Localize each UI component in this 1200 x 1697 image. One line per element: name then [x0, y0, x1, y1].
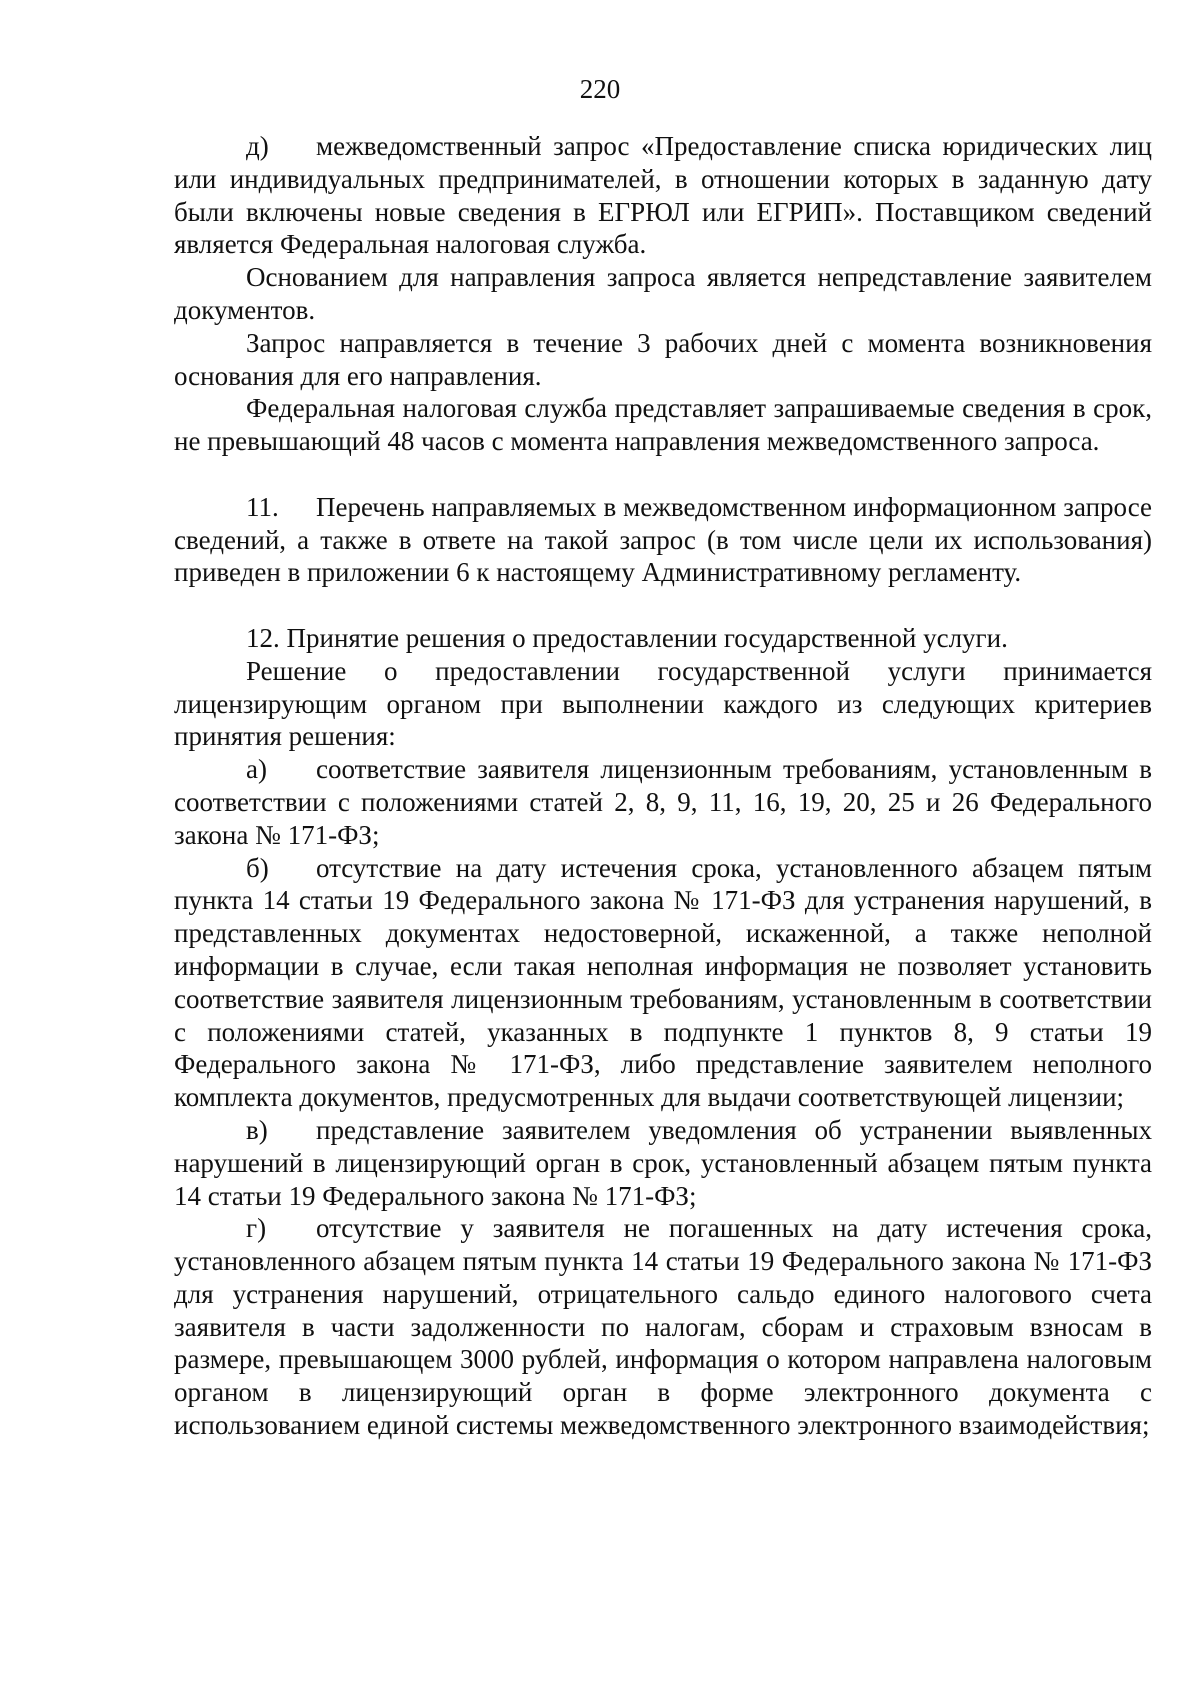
list-marker: б) — [246, 852, 269, 883]
list-marker: г) — [246, 1213, 267, 1244]
paragraph-text: Федеральная налоговая служба представляет запрашиваемые сведения в срок, не превышающий 48 часов с момента направления межведомственного запроса. — [174, 393, 1152, 457]
paragraph-b — [174, 852, 1152, 1114]
paragraph-text: межведомственный запрос «Предоставление списка юридических лиц или индивидуальных предпринимателей, в отношении которых в заданную дату были включены новые сведения в ЕГРЮЛ или ЕГРИП». Поставщиком сведений является Федеральная налоговая служба. — [174, 131, 1152, 260]
list-marker: 11. — [246, 491, 279, 522]
section-heading: 12. Принятие решения о предоставлении государственной услуги. — [246, 622, 1008, 653]
paragraph-fns-response — [174, 392, 1152, 458]
paragraph-text: отсутствие у заявителя не погашенных на дату истечения срока, установленного абзацем пятым пункта 14 статьи 19 Федерального закона № 171-ФЗ для устранения нарушений, отрицательного сальдо единого налогового счета заявителя в части задолженности по налогам, сборам и страховым взносам в размере, превышающем 3000 рублей, информация о котором направлена налоговым органом в лицензирующий орган в форме электронного документа с использованием единой системы межведомственного электронного взаимодействия; — [174, 1213, 1152, 1441]
paragraph-12-heading — [174, 622, 1152, 655]
paragraph-text: соответствие заявителя лицензионным требованиям, установленным в соответствии с положениями статей 2, 8, 9, 11, 16, 19, 20, 25 и 26 Федерального закона № 171-ФЗ; — [174, 754, 1152, 850]
paragraph-text: Решение о предоставлении государственной услуги принимается лицензирующим органом при выполнении каждого из следующих критериев принятия решения: — [174, 655, 1152, 752]
paragraph-11 — [174, 491, 1152, 589]
paragraph-text: отсутствие на дату истечения срока, установленного абзацем пятым пункта 14 статьи 19 Федерального закона № 171-ФЗ для устранения нарушений, в представленных документах недостоверной, искаженной, а также неполной информации в случае, если такая неполная информация не позволяет установить соответствие заявителя лицензионным требованиям, установленным в соответствии с положениями статей, указанных в подпункте 1 пунктов 8, 9 статьи 19 Федерального закона № 171-ФЗ, либо представление заявителем неполного комплекта документов, предусмотренных для выдачи соответствующей лицензии; — [174, 852, 1152, 1113]
paragraph-d — [174, 130, 1152, 261]
paragraph-text: Перечень направляемых в межведомственном информационном запросе сведений, а также в ответе на такой запрос (в том числе цели их использования) приведен в приложении 6 к настоящему Административному регламенту. — [174, 491, 1152, 588]
paragraph-text: Основанием для направления запроса является непредставление заявителем документов. — [174, 262, 1152, 325]
paragraph-g — [174, 1212, 1152, 1442]
paragraph-text: Запрос направляется в течение 3 рабочих дней с момента возникновения основания для его направления. — [174, 327, 1152, 391]
paragraph-text: представление заявителем уведомления об устранении выявленных нарушений в лицензирующий орган в срок, установленный абзацем пятым пункта 14 статьи 19 Федерального закона № 171-ФЗ; — [174, 1114, 1152, 1211]
paragraph-basis — [174, 261, 1152, 327]
paragraph-v — [174, 1114, 1152, 1212]
page-number: 220 — [579, 74, 621, 104]
list-marker: в) — [246, 1114, 268, 1145]
list-marker: д) — [246, 131, 269, 161]
paragraph-decision — [174, 655, 1152, 753]
paragraph-a — [174, 753, 1152, 851]
paragraph-request-term — [174, 327, 1152, 393]
list-marker: а) — [246, 754, 267, 785]
document-body — [174, 130, 1152, 1442]
